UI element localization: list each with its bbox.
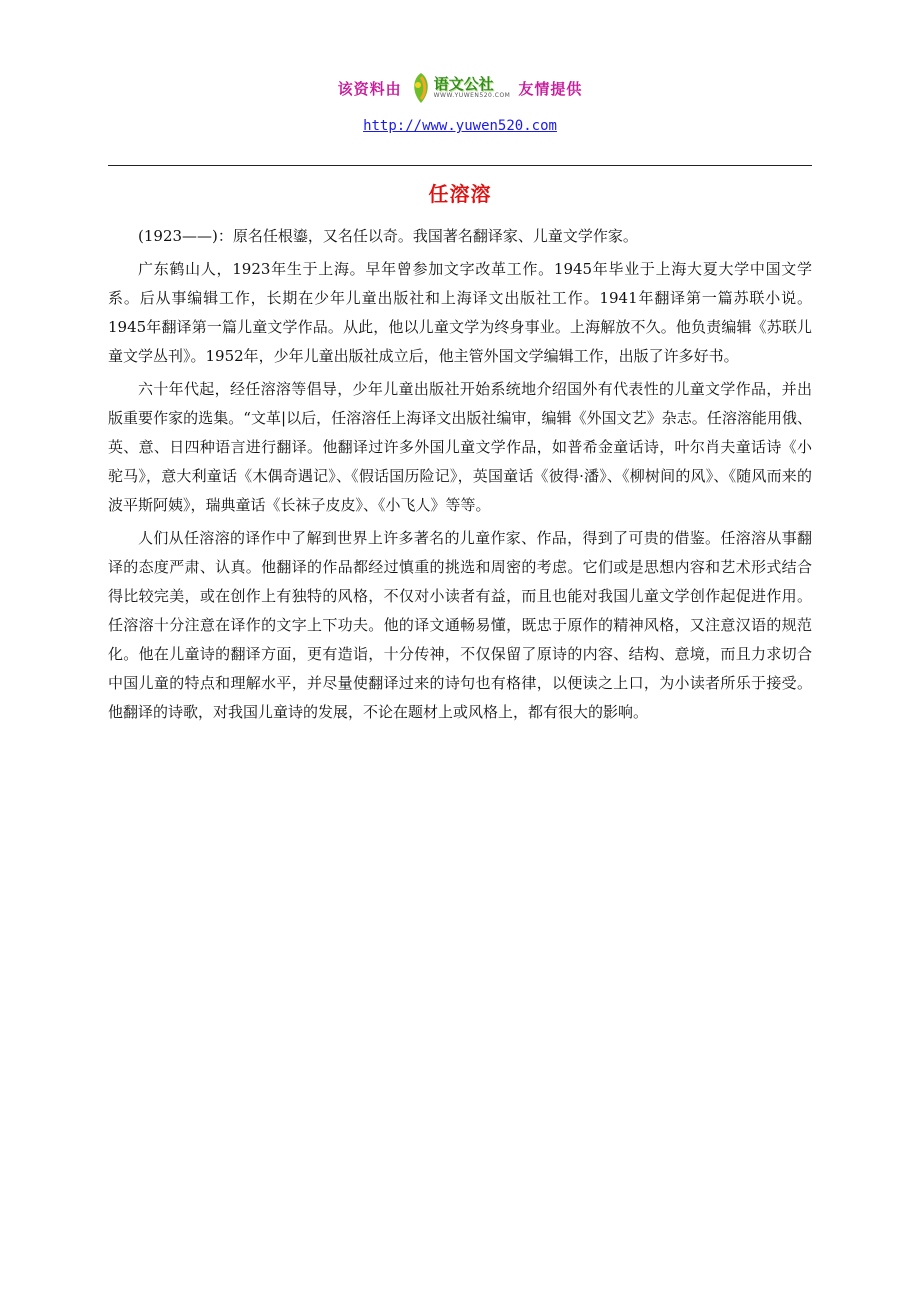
source-link[interactable]: http://www.yuwen520.com <box>363 118 557 134</box>
header-divider <box>108 165 812 166</box>
document-body <box>108 222 812 731</box>
leaf-icon <box>410 71 432 105</box>
paragraph-biography: 广东鹤山人，1923年生于上海。早年曾参加文字改革工作。1945年毕业于上海大夏大学中国文学系。后从事编辑工作，长期在少年儿童出版社和上海译文出版社工作。1941年翻译第一篇苏联小说。1945年翻译第一篇儿童文学作品。从此，他以儿童文学为终身事业。上海解放不久。他负责编辑《苏联儿童文学丛刊》。1952年，少年儿童出版社成立后，他主管外国文学编辑工作，出版了许多好书。 <box>108 260 812 365</box>
logo-name: 语文公社 <box>433 75 494 93</box>
header-prefix: 该资料由 <box>337 79 402 98</box>
document-title: 任溶溶 <box>428 182 492 206</box>
paragraph-intro: (1923——)：原名任根鎏，又名任以奇。我国著名翻译家、儿童文学作家。 <box>138 227 638 245</box>
header-suffix: 友情提供 <box>518 79 583 98</box>
header-banner <box>0 66 920 110</box>
logo-subtitle: WWW.YUWEN520.COM <box>433 92 511 99</box>
paragraph-translations: 六十年代起，经任溶溶等倡导，少年儿童出版社开始系统地介绍国外有代表性的儿童文学作品，并出版重要作家的选集。“文革|以后，任溶溶任上海译文出版社编审，编辑《外国文艺》杂志。任溶溶能用俄、英、意、日四种语言进行翻译。他翻译过许多外国儿童文学作品，如普希金童话诗，叶尔肖夫童话诗《小驼马》，意大利童话《木偶奇遇记》、《假话国历险记》，英国童话《彼得·潘》、《柳树间的风》、《随风而来的波平斯阿姨》，瑞典童话《长袜子皮皮》、《小飞人》等等。 <box>108 380 812 514</box>
site-logo[interactable] <box>410 68 511 108</box>
paragraph-influence: 人们从任溶溶的译作中了解到世界上许多著名的儿童作家、作品，得到了可贵的借鉴。任溶溶从事翻译的态度严肃、认真。他翻译的作品都经过慎重的挑选和周密的考虑。它们或是思想内容和艺术形式结合得比较完美，或在创作上有独特的风格，不仅对小读者有益，而且也能对我国儿童文学创作起促进作用。任溶溶十分注意在译作的文字上下功夫。他的译文通畅易懂，既忠于原作的精神风格，又注意汉语的规范化。他在儿童诗的翻译方面，更有造诣，十分传神，不仅保留了原诗的内容、结构、意境，而且力求切合中国儿童的特点和理解水平，并尽量使翻译过来的诗句也有格律，以便读之上口，为小读者所乐于接受。他翻译的诗歌，对我国儿童诗的发展，不论在题材上或风格上，都有很大的影响。 <box>108 529 812 721</box>
